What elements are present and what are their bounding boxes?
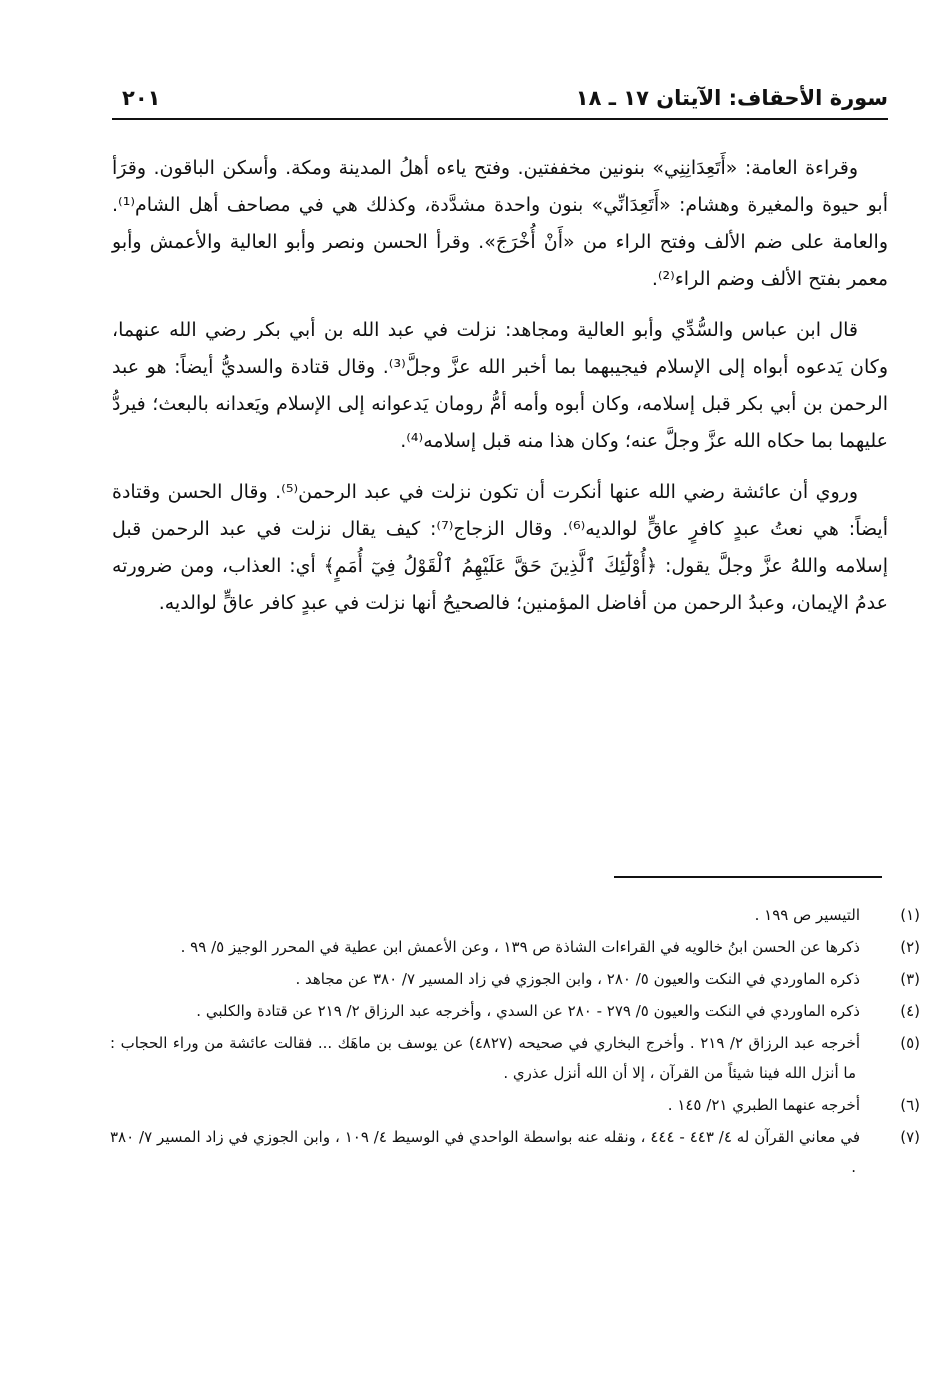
footnote <box>110 932 920 962</box>
footnote-text: ذكره الماوردي في النكت والعيون ٥/ ٢٨٠ ، وابن الجوزي في زاد المسير ٧/ ٣٨٠ عن مجاهد . <box>295 970 860 988</box>
footnote-text: ذكره الماوردي في النكت والعيون ٥/ ٢٧٩ - ٢٨٠ عن السدي ، وأخرجه عبد الرزاق ٢/ ٢١٩ عن قتادة والكلبي . <box>196 1002 860 1020</box>
footnote-separator <box>614 876 882 878</box>
footnote <box>110 964 920 994</box>
footnote-text: ذكرها عن الحسن ابنُ خالويه في القراءات الشاذة ص ١٣٩ ، وعن الأعمش ابن عطية في المحرر الوجيز ٥/ ٩٩ . <box>180 938 860 956</box>
footnote <box>110 1028 921 1088</box>
footnote-text: أخرجه عبد الرزاق ٢/ ٢١٩ . وأخرج البخاري في صحيحه (٤٨٢٧) عن يوسف بن ماهَك ... فقالت عائشة من وراء الحجاب : ما أنزل الله فينا شيئاً من القرآن ، إلا أن الله أنزل عذري . <box>110 1034 861 1082</box>
footnote <box>110 996 920 1026</box>
page-header <box>112 82 888 120</box>
page-number: ٢٠١ <box>122 86 161 110</box>
paragraph: قال ابن عباس والسُّدِّي وأبو العالية ومجاهد: نزلت في عبد الله بن أبي بكر رضي الله عنهما، وكان يَدعوه أبواه إلى الإسلام فيجيبهما بما أخبر الله عزَّ وجلَّ⁽³⁾. وقال قتادة والسديُّ أيضاً: هو عبد الرحمن بن أبي بكر قبل إسلامه، وكان أبوه وأمه أمُّ رومان يَدعوانه إلى الإسلام ويَعدانه بالبعث؛ فيردُّ عليهما بما حكاه الله عزَّ وجلَّ عنه؛ وكان هذا منه قبل إسلامه⁽⁴⁾. <box>112 319 888 452</box>
main-text <box>112 150 888 636</box>
footnote-text: التيسير ص ١٩٩ . <box>754 906 860 924</box>
footnotes <box>110 900 921 1184</box>
footnote-text: في معاني القرآن له ٤/ ٤٤٣ - ٤٤٤ ، ونقله عنه بواسطة الواحدي في الوسيط ٤/ ١٠٩ ، وابن الجوزي في زاد المسير ٧/ ٣٨٠ . <box>110 1128 860 1176</box>
footnote <box>110 1122 920 1182</box>
footnote <box>110 900 920 930</box>
footnote-text: أخرجه عنهما الطبري ٢١/ ١٤٥ . <box>667 1096 860 1114</box>
running-title: سورة الأحقاف: الآيتان ١٧ ـ ١٨ <box>575 86 888 110</box>
paragraph: وقراءة العامة: «أَتَعِدَانِنِي» بنونين مخففتين. وفتح ياءه أهلُ المدينة ومكة. وأسكن الباقون. وقرَأ أبو حيوة والمغيرة وهشام: «أَتَعِدَانِّي» بنون واحدة مشدَّدة، وكذلك هي في مصاحف أهل الشام⁽¹⁾. والعامة على ضم الألف وفتح الراء من «أَنْ أُخْرَجَ». وقرأ الحسن ونصر وأبو العالية والأعمش وأبو معمر بفتح الألف وضم الراء⁽²⁾. <box>112 157 888 290</box>
footnote-number: (٤) <box>900 1002 920 1020</box>
footnote <box>110 1090 920 1120</box>
footnote-number: (٥) <box>900 1034 921 1052</box>
footnote-number: (١) <box>900 906 920 924</box>
footnote-number: (٢) <box>900 938 920 956</box>
footnote-number: (٣) <box>900 970 920 988</box>
paragraph: وروي أن عائشة رضي الله عنها أنكرت أن تكون نزلت في عبد الرحمن⁽⁵⁾. وقال الحسن وقتادة أيضاً: هي نعتُ عبدٍ كافرٍ عاقٍّ لوالديه⁽⁶⁾. وقال الزجاج⁽⁷⁾: كيف يقال نزلت في عبد الرحمن قبل إسلامه واللهُ عزَّ وجلَّ يقول: ﴿أُوْلَٰٓئِكَ ٱلَّذِينَ حَقَّ عَلَيْهِمُ ٱلْقَوْلُ فِيٓ أُمَمٍ﴾ أي: العذاب، ومن ضرورته عدمُ الإيمان، وعبدُ الرحمن من أفاضل المؤمنين؛ فالصحيحُ أنها نزلت في عبدٍ كافر عاقٍّ لوالديه. <box>112 481 888 614</box>
footnote-number: (٦) <box>900 1096 920 1114</box>
footnote-number: (٧) <box>900 1128 920 1146</box>
